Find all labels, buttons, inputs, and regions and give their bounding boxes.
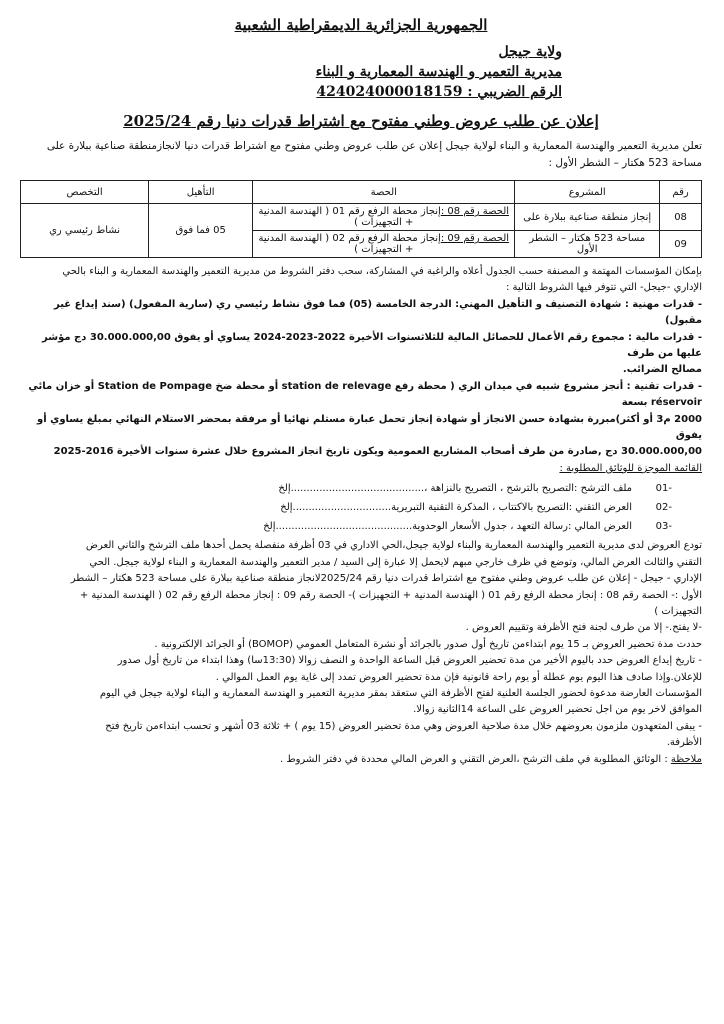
tax-id-line: الرقم الضريبي : 424024000018159 [316, 84, 562, 100]
doc-number: -03 [655, 520, 672, 532]
technical-capacity-line-2: 2000 م3 أو أكثر)مبررة بشهادة حسن الانجاز أو شهادة إنجاز تحمل عبارة مستلم نهائيا أو مرفقة بمحضر الاستلام النهائي بمبلغ يساوي أو يفوق [37, 413, 702, 442]
lot-description: إنجاز محطة الرفع رقم 01 ( الهندسة المدنية + التجهيزات ) [258, 206, 441, 228]
wilaya-line: ولاية جيجل [498, 44, 562, 60]
deadline-line-2: للإعلان.وإذا صادف هذا اليوم يوم عطلة أو يوم راحة قانونية فإن مدة تحضير العروض تمدد إلى غاية يوم العمل الموالي . [215, 671, 702, 683]
technical-capacity-line-3: 30.000.000,00 دج ,صادرة من طرف أصحاب المشاريع العمومية ويكون تاريخ انجاز المشروع خلال عشرة سنوات الأخيرة 2016-2025 [53, 446, 702, 458]
financial-capacity-line-1: - قدرات مالية : مجموع رقم الأعمال للحصائل المالية للثلاثسنوات الأخيرة 2022-2023-2024 يساوي أو يفوق 30.000.000,00 دج مؤشر عليها من طرف [42, 331, 702, 360]
notice-title: إعلان عن طلب عروض وطني مفتوح مع اشتراط قدرات دنيا رقم 2025/24 [123, 112, 599, 130]
row-lot [253, 231, 515, 258]
list-item [20, 498, 702, 517]
preparation-period: حددت مدة تحضير العروض بـ 15 يوم ابتداءمن تاريخ أول صدور بالجرائد أو نشرة المتعامل العمومي (BOMOP) أو الجرائد الإلكترونية . [154, 638, 702, 650]
specialty-cell: نشاط رئيسي ري [21, 204, 149, 258]
doc-number: -01 [655, 482, 672, 494]
table-header-row [21, 181, 702, 204]
professional-capacity: - قدرات مهنية : شهادة التصنيف و التأهيل المهني: الدرجة الخامسة (05) فما فوق نشاط رئيسي ري (سارية المفعول) (سند إيداع غير مقبول) [54, 298, 702, 327]
documents-title: القائمة الموجزة للوثائق المطلوبة : [559, 462, 702, 474]
notice-body [20, 264, 702, 768]
note-line [20, 752, 702, 768]
invitation-line-2: الموافق لاخر يوم من اجل تحضير العروض على الساعة 14الثانية زوالا. [413, 704, 702, 716]
deposit-line-1: تودع العروض لدى مديرية التعمير والهندسة المعمارية والبناء لولاية جيجل،الحي الاداري في 03 أظرفة منفصلة يحمل أحدها ملف الترشح والثاني العرض [85, 540, 702, 552]
financial-capacity-line-2: مصالح الضرائب. [622, 364, 702, 376]
header-specialty: التخصص [21, 181, 149, 204]
invitation-line-1: المؤسسات العارضة مدعوة لحضور الجلسة العلنية لفتح الأظرفة التي ستعقد بمقر مديرية التعمير و الهندسة المعمارية و البناء لولاية جيجل في اليوم [99, 687, 702, 699]
table-row [21, 204, 702, 231]
list-item [20, 479, 702, 498]
technical-capacity-line-1: - قدرات تقنية : أنجز مشروع شبيه في ميدان الري ( محطة رفع station de relevage أو محطة ضخ Station de Pompage أو خزان مائي réservoir بسعة [28, 380, 702, 409]
header-num: رقم [660, 181, 702, 204]
note-label: ملاحظة [670, 753, 702, 765]
header-project: المشروع [515, 181, 660, 204]
list-item [20, 517, 702, 536]
row-num: 08 [660, 204, 702, 231]
deposit-line-2: التقني والثالث العرض المالي، وتوضع في ظرف خارجي مبهم لايحمل إلا عبارة إلى السيد / مدير التعمير والهندسة المعمارية و البناء لولاية جيجل. الحي [89, 556, 702, 568]
republic-header: الجمهورية الجزائرية الديمقراطية الشعبية [234, 16, 488, 34]
not-open-line: -لا يفتح.- إلا من طرف لجنة فتح الأظرفة وتقييم العروض . [465, 622, 702, 634]
row-lot [253, 204, 515, 231]
row-project: مساحة 523 هكتار – الشطر الأول [515, 231, 660, 258]
validity-line-2: الأظرفة. [666, 737, 702, 749]
deposit-line-5: التجهيزات ) [654, 605, 702, 617]
deadline-line-1: - تاريخ إيداع العروض حدد باليوم الأخير من مدة تحضير العروض قبل الساعة الواحدة و النصف زوالا (13:30سا) وهذا ابتداء من تاريخ أول صدور [117, 655, 702, 667]
lots-table [20, 180, 702, 258]
doc-text: العرض المالي :رسالة التعهد ، جدول الأسعار الوحدوية...........................................إلخ [263, 520, 632, 532]
directorate-line: مديرية التعمير و الهندسة المعمارية و البناء [315, 64, 562, 80]
doc-text: العرض التقني :التصريح بالاكتتاب ، المذكرة التقنية التبريرية...............................إلخ [280, 501, 632, 513]
documents-list [20, 479, 702, 536]
row-project: إنجاز منطقة صناعية ببلارة على [515, 204, 660, 231]
issuer-block [20, 42, 562, 102]
eligibility-line-2: الإداري -جيجل- التي تتوفر فيها الشروط التالية : [506, 282, 702, 294]
doc-number: -02 [655, 501, 672, 513]
lot-label: الحصة رقم 08 : [440, 206, 510, 217]
deposit-line-4: الأول :- الحصة رقم 08 : إنجاز محطة الرفع رقم 01 ( الهندسة المدنية + التجهيزات )- الحصة رقم 09 : إنجاز محطة الرفع رقم 02 ( الهندسة المدنية + [79, 589, 702, 601]
qualification-cell: 05 فما فوق [149, 204, 253, 258]
intro-paragraph: تعلن مديرية التعمير والهندسة المعمارية و البناء لولاية جيجل إعلان عن طلب عروض وطني مفتوح مع اشتراط قدرات دنيا لانجازمنطقة صناعية ببلارة على مساحة 523 هكتار – الشطر الأول : [46, 140, 702, 169]
header-qualification: التأهيل [149, 181, 253, 204]
deposit-line-3: الإداري - جيجل - إعلان عن طلب عروض وطني مفتوح مع اشتراط قدرات دنيا رقم 2025/24لانجاز منطقة صناعية ببلارة على مساحة 523 هكتار – الشطر [70, 573, 702, 585]
lot-label: الحصة رقم 09 : [440, 233, 510, 244]
validity-line-1: - يبقى المتعهدون ملزمون بعروضهم خلال مدة صلاحية العروض وهي مدة تحضير العروض (15 يوم ) + ثلاثة 03 أشهر و تحسب ابتداءمن تاريخ فتح [105, 720, 702, 732]
row-num: 09 [660, 231, 702, 258]
header-lot: الحصة [253, 181, 515, 204]
doc-text: ملف الترشح :التصريح بالترشح ، التصريح بالنزاهة ،..........................................إلخ [278, 482, 632, 494]
eligibility-line-1: بإمكان المؤسسات المهتمة و المصنفة حسب الجدول أعلاه والراغبة في المشاركة، سحب دفتر الشروط من مديرية التعمير والهندسة المعمارية و البناء بالحي [62, 266, 702, 277]
note-text: : الوثائق المطلوبة في ملف الترشح ،العرض التقني و العرض المالي محددة في دفتر الشروط . [279, 753, 671, 765]
lot-description: إنجاز محطة الرفع رقم 02 ( الهندسة المدنية + التجهيزات ) [258, 233, 441, 255]
